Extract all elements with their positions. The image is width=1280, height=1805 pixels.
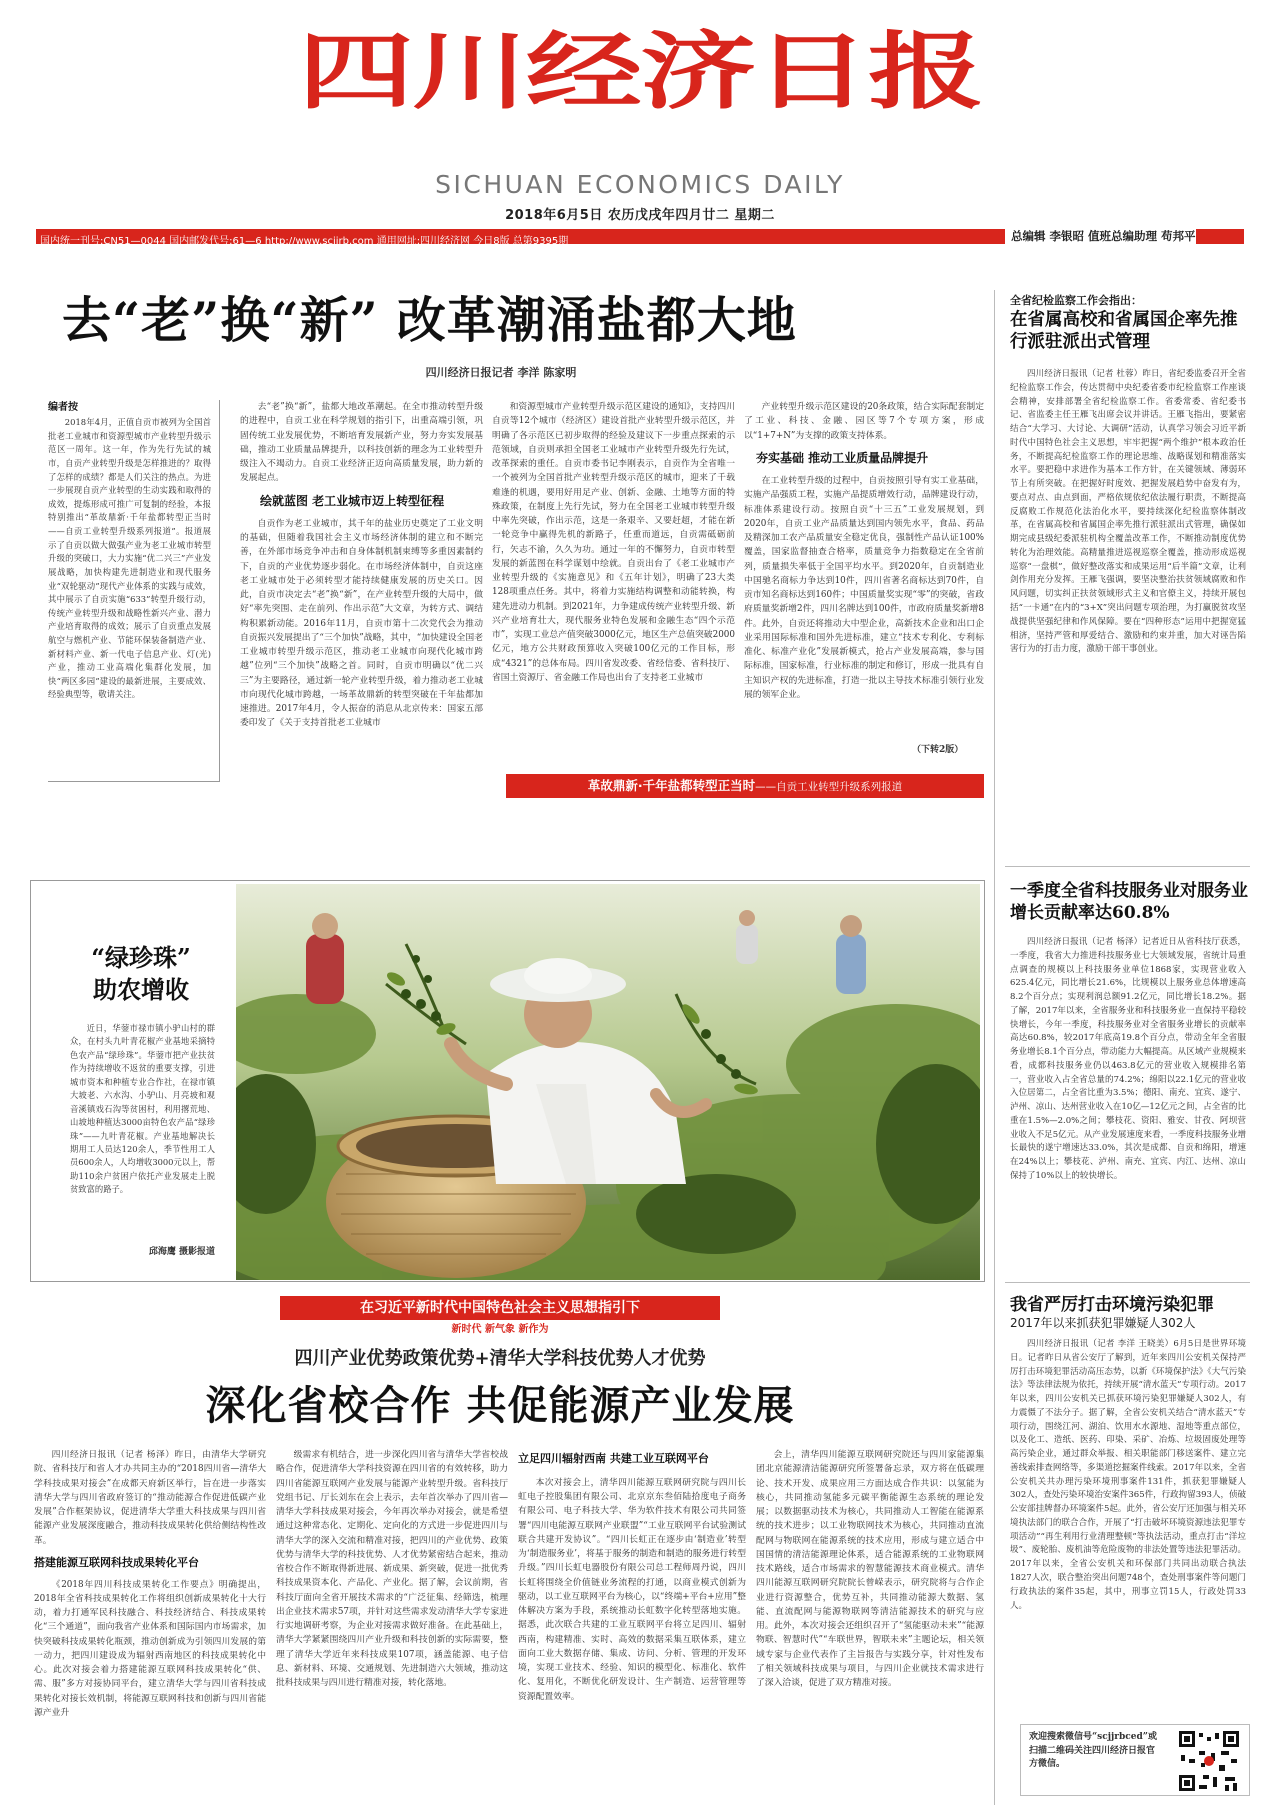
- photo-credit: 邱海鹰 摄影报道: [148, 1247, 215, 1257]
- lead-section-head-2: 夯实基础 推动工业质量品牌提升: [756, 450, 929, 465]
- masthead-dateline: 2018年6月5日 农历戊戌年四月廿二 星期二: [505, 208, 775, 223]
- bottom-section-head-1: 搭建能源互联网科技成果转化平台: [34, 1555, 199, 1569]
- issue-info-text: 国内统一刊号:CN51—0044 国内邮发代号:61—6 http://www.scjjrb.com 通用网址:四川经济网 今日8版 总第9395期: [40, 236, 569, 247]
- series-banner-title: 革故鼎新·千年盐都转型正当时: [587, 778, 756, 793]
- bottom-banner: 在习近平新时代中国特色社会主义思想指引下: [280, 1296, 720, 1320]
- right2-headline: 一季度全省科技服务业对服务业增长贡献率达60.8%: [1010, 881, 1248, 924]
- right2-body-column: [1010, 936, 1246, 1278]
- bottom-column-4: [756, 1448, 984, 1800]
- bottom-section-head-2: 立足四川辐射西南 共建工业互联网平台: [518, 1452, 709, 1465]
- right3-body: 四川经济日报讯（记者 李洋 王晓美）6月5日是世界环境日。记者昨日从省公安厅了解到，近年来四川公安机关保持严厉打击环境犯罪活动高压态势，以新《环境保护法》《大气污染法》等法律法规为依托，持续开展“清水蓝天”专项行动。2017年以来，四川公安机关已抓获环境污染犯罪嫌疑人302人，有力震慑了不法分子。据了解，全省公安机关结合“清水蓝天”专项行动，围绕江河、湖泊、饮用水水源地、湿地等重点部位，以及化工、造纸、医药、印染、采矿、冶炼、垃圾固废处理等高污染企业，通过群众举报、相关职能部门移送案件、建立完善线索排查网络等，多渠道挖掘案件线索。2017年以来，全省公安机关共办理污染环境刑事案件131件，抓获犯罪嫌疑人302人，查处污染环境治安案件365件，行政拘留393人，侦破公安部挂牌督办环境案件5起。此外，省公安厅还加强与相关环境执法部门的联合合作，开展了“打击破坏环境资源违法犯罪专项活动”“再生利用行业清理整顿”等执法活动，重点打击“洋垃圾”、废轮胎、废机油等危险废物的非法处置等违法犯罪活动。2017年以来，全省公安机关和环保部门共同出动联合执法1827人次，联合整治突出问题748个，查处刑事案件等问题门行政执法的案件35起，其中，刑事立罚15人，行政处罚33人。: [1010, 1339, 1246, 1611]
- photo-caption: 近日，华蓥市禄市镇小驴山村的群众，在村头九叶青花椒产业基地采摘特色农产品“绿珍珠”。华蓥市把产业扶贫作为持续增收不返贫的重要支撑，引进城市资本和种植专业合作社，在禄市镇大坡老、六水沟、小驴山、月亮坡和观音溪镇戏石沟等贫困村，利用撂荒地、山坡地种植达3000亩特色农产品“绿珍珠”——九叶青花椒。产业基地解决长期用工人员达120余人，季节性用工人员600余人，人均增收3000元以上，帮助110余户贫困户依托产业发展走上脱贫致富的路子。: [70, 1023, 215, 1195]
- series-banner: [506, 774, 984, 798]
- bottom-col1-para: 四川经济日报讯（记者 杨泽）昨日，由清华大学研究院、省科技厅和省人才办共同主办的“2018四川省—清华大学科技成果对接会”在成都天府新区举行，旨在进一步落实清华大学与四川省政府签订的“推动能源合作促进低碳产业发展”合作框架协议，促进清华大学重大科技成果与四川省能源产业发展深度融合，推动科技成果转化供给侧结构性改革。: [34, 1450, 266, 1546]
- lead-col1b-para: 自贡作为老工业城市，其千年的盐业历史奠定了工业文明的基础，但随着我国社会主义市场经济体制的建立和不断完善，在外部市场竞争冲击和自身体制机制束缚等多重因素制约下，自贡的产业优势逐步弱化。在市场经济体制中，自贡这座老工业城市处于必须转型才能持续健康发展的历史关口。因此，自贡市决定去“老”换“新”，在产业转型升级的大局中，做好“率先突围、走在前列、作出示范”大文章，为转方式、调结构积累新动能。2016年11月，自贡市第十二次党代会为推动自贡振兴发展提出了“三个加快”战略，其中，“加快建设全国老工业城市转型升级示范区，推动老工业城市向现代化城市跨越”位列“三个加快”战略之首。同时，自贡市明确以“优二兴三”为主要路径，通过新一轮产业转型升级，着力推动老工业城市向现代化城市跨越，一场革故鼎新的转型突破在千年盐都加速推进。2017年4月，令人振奋的消息从北京传来：国家五部委印发了《关于支持首批老工业城市: [240, 518, 483, 729]
- lead-column-1: [240, 400, 483, 770]
- right3-body-column: [1010, 1338, 1246, 1718]
- right1-kicker: 全省纪检监察工作会指出：: [1010, 294, 1142, 307]
- lead-headline: 去“老”换“新” 改革潮涌盐都大地: [62, 291, 797, 349]
- continue-note: （下转2版）: [912, 745, 964, 755]
- bottom-column-3: [518, 1448, 746, 1800]
- editor-note-text: 2018年4月，正值自贡市被列为全国首批老工业城市和资源型城市产业转型升级示范区一周年。这一年，作为先行先试的城市，自贡产业转型升级是怎样推进的？取得了怎样的成绩？都是人们关注的热点。为进一步展现自贡产业转型的生动实践和取得的成效，提炼形成可推广可复制的经验，本报特别推出“革故鼎新·千年盐都转型正当时——自贡工业转型升级系列报道”。报道展示了自贡以做大做强产业为老工业城市转型升级的突破口，大力实施“优二兴三”产业发展战略，加快构建先进制造业和现代服务业“双轮驱动”现代产业体系的实践与成效，其中展示了自贡实施“633”转型升级行动，传统产业转型升级和战略性新兴产业、潜力产业培育取得的成效；展示了自贡重点发展航空与燃机产业、节能环保装备制造产业、新材料产业、新一代电子信息产业、灯(光)产业，推动工业高端化集群化发展，加快“两区多园”建设的最新进展，主要成效、经验典型等，敬请关注。: [48, 417, 211, 700]
- bottom-subhead: 四川产业优势政策优势+清华大学科技优势人才优势: [294, 1348, 706, 1369]
- editor-note-box: [48, 400, 220, 782]
- bottom-col2-para: 级需求有机结合，进一步深化四川省与清华大学省校战略合作，促进清华大学科技资源在四川省的有效转移，助力四川省能源互联网产业发展与能源产业转型升级。省科技厅党组书记、厅长刘东在会上表示，去年首次举办了四川省—清华大学科技成果对接会，今年再次举办对接会，就是希望通过这种常态化、定期化、定向化的方式进一步促进四川与清华大学的深入交流和精准对接，把四川的产业优势、政策优势与清华大学的科技优势、人才优势紧密结合起来，推动省校合作不断取得新进展、新成果、新突破，促进一批优秀科技成果资本化、产品化、产业化。据了解，会议前期，省科技厅面向全省开展技术需求的“广泛征集、经筛选，梳理出企业技术需求57项，并针对这些需求发动清华大学专家进行实地调研考察，为企业对接需求做好准备。在此基础上，清华大学紧紧围绕四川产业升级和科技创新的实际需要，整理了清华大学近年来科技成果107项，涵盖能源、电子信息、新材料、环境、交通规划、先进制造六大领域，推动这批科技成果与四川进行精准对接，转化落地。: [276, 1450, 508, 1688]
- editors-line: 总编辑 李银昭 值班总编助理 苟邦平: [1005, 229, 1196, 244]
- farmer-harvest-photo: [236, 884, 980, 1280]
- bottom-headline: 深化省校合作 共促能源产业发展: [205, 1382, 795, 1429]
- bottom-column-2: [276, 1448, 508, 1800]
- lead-col2-para: 和资源型城市产业转型升级示范区建设的通知》，支持四川自贡等12个城市（经济区）建设首批产业转型升级示范区，并明确了各示范区已初步取得的经验及建议下一步重点探索的示范领域，自贡则承担全国老工业城市产业转型升级先行先试，改革探索的重任。自贡市委书记李刚表示，自贡作为全省唯一一个被列为全国首批产业转型升级示范区的城市，迎来了千载难逢的机遇，要用好用足产业、创新、金融、土地等方面的特殊政策，在制度上先行先试，努力在全国老工业城市转型升级中率先突破，作出示范，这是一条艰辛、又要赶超，才能在新一轮竞争中赢得先机的新路子，任重而道远，自贡需砥砺前行，矢志不渝，久久为功。通过一年的不懈努力，自贡市转型发展的新蓝图在科学谋划中绘就。自贡出台了《老工业城市产业转型升级的《实施意见》和《五年计划》，明确了23大类128项重点任务。其中，将着力实施结构调整和动能转换，构建先进动力机制。到2021年，力争建成传统产业转型升级、新兴产业培育壮大，现代服务业特色发展和金融生态“四个示范市”，实现工业总产值突破3000亿元，地区生产总值突破2000亿元，地方公共财政预算收入突破100亿元的工作目标，形成“4321”的总体布局。四川省发改委、省经信委、省科技厅、省国土资源厅、省金融工作局也出台了支持老工业城市: [492, 402, 735, 683]
- series-banner-sub: ——自贡工业转型升级系列报道: [755, 781, 903, 793]
- right3-headline: 我省严厉打击环境污染犯罪: [1010, 1295, 1214, 1315]
- masthead-title: 四川经济日报: [298, 22, 982, 121]
- photo-title-line2: 助农增收: [93, 975, 189, 1005]
- lead-col3b-para: 在工业转型升级的过程中，自贡按照引导有实工业基础，实施产品强质工程，实施产品提质增效行动，品牌建设行动，标准体系建设行动。按照自贡“十三五”工业发展规划，到2020年，自贡工业产品质量达到国内领先水平，食品、药品及精深加工农产品质量安全稳定优良，强制性产品认证100%覆盖，国家监督抽查合格率，质量竞争力指数稳定在全省前列，质量损失率低于全国平均水平。到2020年，自贡制造业中国驰名商标力争达到10件，四川省著名商标达到70件，自贡市知名商标达到160件；中国质量奖实现“零”的突破，省政府质量奖新增2件，四川名牌达到100件，市政府质量奖新增8件。此外，自贡还将推动大中型企业，高新技术企业和出口企业采用国际标准和国外先进标准，建立“技术专利化、专利标准化、标准产业化”发展新模式，抢占产业发展高端，参与国际标准，国家标准，行业标准的制定和修订，形成一批具有自主知识产权的先进标准，打造一批以主导技术标准引领行业发展的领军企业。: [744, 476, 984, 700]
- lead-col1-para: 去“老”换“新”，盐都大地改革潮起。在全市推动转型升级的进程中，自贡工业在科学规划的指引下，出重高端引领，巩固传统工业发展优势，不断培育发展新产业，努力夯实发展基础，推动工业质量品牌提升，以科技创新的理念为工业转型升级注入不竭动力。自贡工业经济正迈向高质量发展，助力新的发展起点。: [240, 402, 483, 484]
- bottom-col1b-para: 《2018年四川科技成果转化工作要点》明确提出，2018年全省科技成果转化工作将组织创新成果转化十大行动，着力打通军民科技融合、科技经济结合、科技成果转化“三个通道”，面向我省产业体系和国际国内市场需求，加快突破科技成果转化瓶颈，推动创新成为引领四川发展的第一动力，把四川建设成为辐射西南地区的科技成果转化中心。此次对接会着力搭建能源互联网科技成果转化“供、需、服”多方对接协同平台，建立清华大学与四川省科技成果转化对接长效机制，将能源互联网科技和创新与四川省能源产业升: [34, 1579, 266, 1718]
- photo-title: [66, 942, 216, 1007]
- lead-column-3: [744, 400, 984, 740]
- bottom-col4-para: 会上，清华四川能源互联网研究院还与四川家能源集团北京能源清洁能源研究所签署备忘录，双方将在低碳理论、技术开发、成果应用三方面达成合作共识：以氢能为核心，共同推动氢能多元碳平衡能源生态系统的理论发展；以数据驱动技术为核心，共同推动人工智能在能源系统的技术进步；以工业物联网技术为核心，共同推动直流配网与物联网在能源系统的技术应用，形成与建立适合中国国情的清洁能源理论体系，适合能源系统的工业物联网技术路线，适合市场需求的智慧能源技术商业模式。清华四川能源互联网研究院院长曾嵘表示，研究院将与合作企业进行资源整合，优势互补，共同推动能源大数据、氢能、直流配网与能源物联网等清洁能源技术的研究与应用。此外，本次对接会还组织召开了“氢能驱动未来”“能源物联、智慧时代”“车联世界，智联未来”主题论坛，相关领域专家与企业代表作了主旨报告与实践分享，针对性发布了相关领域科技成果与项目，与四川企业就技术需求进行了深入洽谈，促进了双方精准对接。: [756, 1450, 984, 1688]
- right2-body: 四川经济日报讯（记者 杨泽）记者近日从省科技厅获悉，一季度，我省大力推进科技服务业七大领域发展，省统计局重点调查的规模以上科技服务业单位1868家，实现营业收入625.4亿元，同比增长21.6%，比规模以上服务业总体增速高8.2个百分点；实现利润总额91.2亿元，同比增长18.2%。据了解，2017年以来，全省服务业和科技服务业一直保持平稳较快增长，今年一季度，科技服务业对全省服务业增长的贡献率高达60.8%，较2017年底高19.8个百分点，带动全年全省服务业增长8.1个百分点，带动能力大幅提高。从区域产业规模来看，成都科技服务业仍以463.8亿元的营业收入规模排名第一，营业收入占全省总量的74.2%；绵阳以22.1亿元的营业收入位居第二，占全省比重为3.5%；德阳、南充、宜宾、遂宁、泸州、凉山、达州营业收入在10亿—12亿元之间，占全省的比重在1.5%—2.0%之间；攀枝花、资阳、雅安、甘孜、阿坝营业收入不足5亿元。从产业发展速度来看，一季度科技服务业增长最快的遂宁增速达33.0%，其次是成都、自贡和绵阳，增速在24%以上；攀枝花、泸州、南充、宜宾、内江、达州、凉山保持了10%以上的较快增长。: [1010, 937, 1246, 1182]
- bottom-column-1: [34, 1448, 266, 1800]
- right1-body-column: [1010, 368, 1246, 838]
- right3-subhead: 2017年以来抓获犯罪嫌疑人302人: [1010, 1316, 1196, 1330]
- bottom-col3-para: 本次对接会上，清华四川能源互联网研究院与四川长虹电子控股集团有限公司、北京京东叁佰陆拾度电子商务有限公司、电子科技大学、华为软件技术有限公司共同签署“四川电能源互联网产业联盟”“工业互联网平台试验测试联合共建开发协议”。“四川长虹正在逐步由‘制造业’转型为‘制造服务业’，将基于服务的制造和制造的服务进行转型升级。”四川长虹电器股份有限公司总工程师周丹说，四川长虹将围绕全价值链业务流程的打通，以商业模式创新为驱动，以工业互联网平台为核心，以“终端+平台+应用”整体解决方案为手段，系统推动长虹数字化转型落地实施。据悉，此次联合共建的工业互联网平台将立足四川、辐射西南，构建精准、实时、高效的数据采集互联体系，建立面向工业大数据存储、集成、访问、分析、管理的开发环境，实现工业技术、经验、知识的模型化、标准化、软件化、复用化，不断优化研发设计、生产制造、运营管理等资源配置效率。: [518, 1477, 746, 1702]
- qr-code-icon[interactable]: [1177, 1729, 1241, 1793]
- editor-note-label: 编者按: [48, 402, 78, 413]
- wechat-promo-text: 欢迎搜索微信号“scjjrbced”或扫描二维码关注四川经济日报官方微信。: [1029, 1732, 1157, 1769]
- photo-caption-column: [70, 1022, 215, 1238]
- lead-col3-para: 产业转型升级示范区建设的20条政策，结合实际配套制定了工业、科技、金融、园区等7个专项方案，形成以“1+7+N”为支撑的政策支持体系。: [744, 402, 984, 441]
- lead-section-head-1: 绘就蓝图 老工业城市迈上转型征程: [260, 493, 445, 508]
- masthead-english-title: SICHUAN ECONOMICS DAILY: [435, 170, 845, 199]
- right1-headline: 在省属高校和省属国企率先推行派驻派出式管理: [1010, 310, 1238, 352]
- photo-title-line1: “绿珍珠”: [91, 943, 191, 972]
- lead-byline: 四川经济日报记者 李洋 陈家明: [425, 366, 577, 379]
- wechat-promo-box: [1020, 1724, 1250, 1796]
- lead-column-2: [492, 400, 735, 770]
- right1-body: 四川经济日报讯（记者 杜蓉）昨日，省纪委监委召开全省纪检监察工作会，传达贯彻中央纪委省委市纪检监察工作座谈会精神，安排部署全省纪检监察工作。省委常委、省纪委书记、省监委主任王雁飞出席会议并讲话。王雁飞指出，要紧密结合“大学习、大讨论、大调研”活动，认真学习领会习近平新时代中国特色社会主义思想，牢牢把握“两个维护”根本政治任务，不断提高纪检监察工作的理论思维、战略谋划和精准落实水平。要把稳中求进作为基本工作方针，在关键领域、薄弱环节上有所突破。在把握好时度效、把握发展趋势中奋发有为，要点对点、由点到面，严格依规依纪依法履行职责，不断提高反腐败工作规范化法治化水平，要持续深化纪检监察体制改革，在省属高校和省属国企率先推行派驻派出式管理，确保如期完成县级纪委派驻机构全覆盖改革工作，不断推动制度优势转化为治理效能。高精量推进巡视巡察全覆盖，推动形成巡视巡察“一盘棋”，做好整改落实和成果运用“后半篇”文章，让利剑作用充分发挥。王雁飞强调，要坚决整治扶贫领域腐败和作风问题，切实纠正扶贫领域形式主义和官僚主义，持续开展包括“一卡通”在内的“3+X”突出问题专项治理，为打赢脱贫攻坚战提供坚强纪律和作风保障。要在“四种形态”运用中把握宽猛相济，坚持严管和厚爱结合、激励和约束并重，加大对诬告陷害行为的打击力度，激励干部干事创业。: [1010, 369, 1246, 655]
- bottom-banner-sub: 新时代 新气象 新作为: [451, 1324, 549, 1335]
